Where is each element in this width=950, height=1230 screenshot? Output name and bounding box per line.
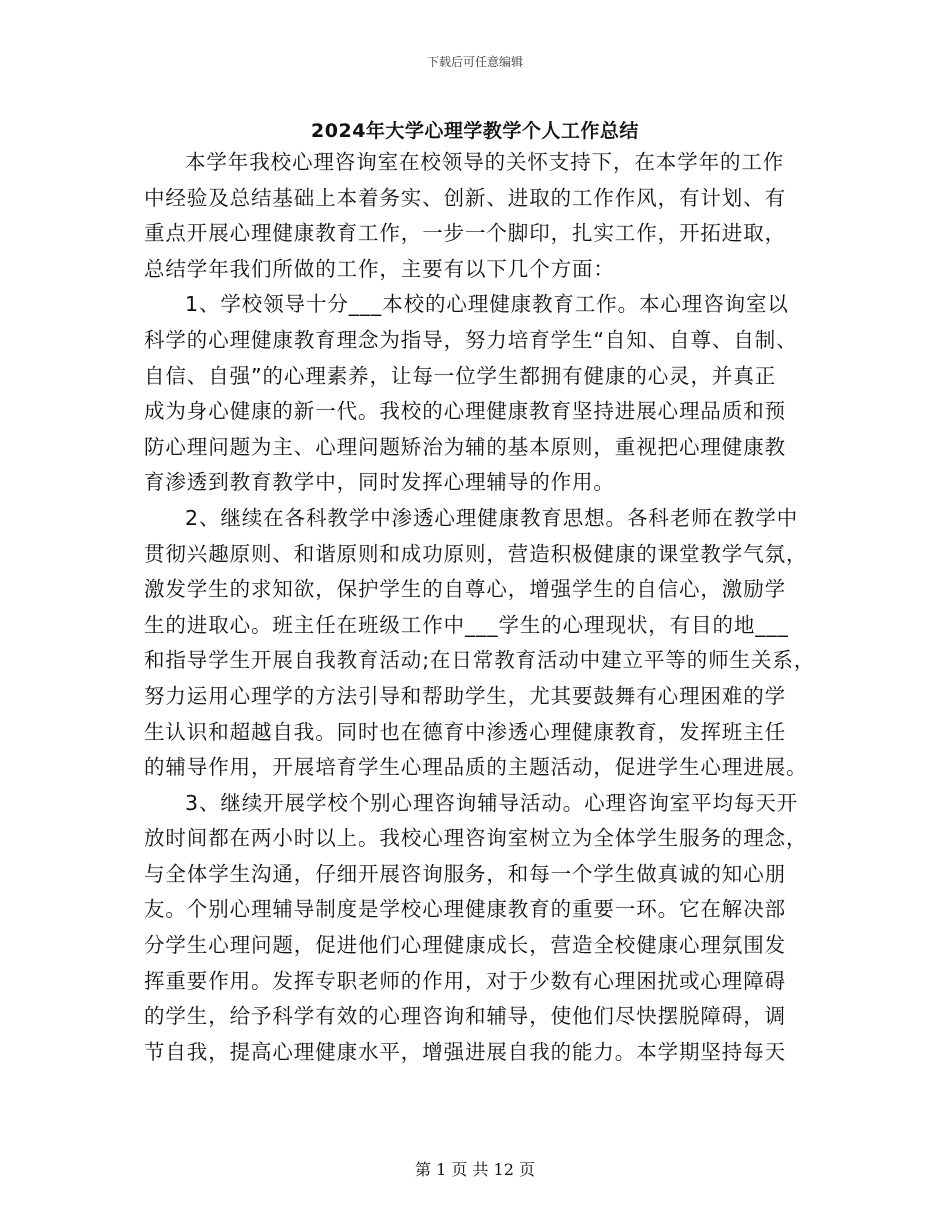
document-title: 2024年大学心理学教学个人工作总结 (311, 120, 639, 142)
paragraph-line: 2、继续在各科教学中渗透心理健康教育思想。各科老师在教学中 (185, 505, 799, 530)
paragraph-line: 重点开展心理健康教育工作，一步一个脚印，扎实工作，开拓进取， (144, 221, 786, 246)
page-number-footer: 第 1 页 共 12 页 (415, 1160, 535, 1179)
paragraph-line: 和指导学生开展自我教育活动;在日常教育活动中建立平等的师生关系， (144, 648, 816, 673)
page-header-note: 下载后可任意编辑 (426, 55, 523, 69)
paragraph-line: 自信、自强”的心理素养，让每一位学生都拥有健康的心灵，并真正 (144, 363, 777, 388)
paragraph-line: 3、继续开展学校个别心理咨询辅导活动。心理咨询室平均每天开 (185, 790, 799, 815)
paragraph-line: 努力运用心理学的方法引导和帮助学生，尤其要鼓舞有心理困难的学 (144, 683, 786, 708)
paragraph-line: 生认识和超越自我。同时也在德育中渗透心理健康教育，发挥班主任 (144, 719, 786, 744)
paragraph-line: 的学生，给予科学有效的心理咨询和辅导，使他们尽快摆脱障碍，调 (144, 1004, 786, 1029)
paragraph-line: 分学生心理问题，促进他们心理健康成长，营造全校健康心理氛围发 (144, 933, 786, 958)
paragraph-line: 成为身心健康的新一代。我校的心理健康教育坚持进展心理品质和预 (144, 399, 786, 424)
document-body (144, 145, 816, 1070)
paragraph-line: 贯彻兴趣原则、和谐原则和成功原则，营造积极健康的课堂教学气氛， (144, 541, 808, 566)
paragraph-line: 与全体学生沟通，仔细开展咨询服务，和每一个学生做真诚的知心朋 (144, 861, 786, 886)
paragraph-line: 科学的心理健康教育理念为指导，努力培育学生“自知、自尊、自制、 (144, 327, 798, 352)
paragraph-line: 的辅导作用，开展培育学生心理品质的主题活动，促进学生心理进展。 (144, 755, 808, 780)
paragraph-line: 激发学生的求知欲，保护学生的自尊心，增强学生的自信心，激励学 (144, 577, 786, 602)
paragraph-line: 总结学年我们所做的工作，主要有以下几个方面： (144, 256, 615, 281)
paragraph-line: 防心理问题为主、心理问题矫治为辅的基本原则，重视把心理健康教 (144, 434, 786, 459)
paragraph-line: 中经验及总结基础上本着务实、创新、进取的工作作风，有计划、有 (144, 185, 786, 210)
paragraph-line: 生的进取心。班主任在班级工作中___学生的心理现状，有目的地___ (144, 612, 789, 637)
paragraph-line: 友。个别心理辅导制度是学校心理健康教育的重要一环。它在解决部 (144, 897, 786, 922)
paragraph-line: 育渗透到教育教学中，同时发挥心理辅导的作用。 (144, 470, 615, 495)
paragraph-line: 1、学校领导十分___本校的心理健康教育工作。本心理咨询室以 (185, 292, 789, 317)
paragraph-line: 节自我，提高心理健康水平，增强进展自我的能力。本学期坚持每天 (144, 1039, 786, 1064)
paragraph-line: 挥重要作用。发挥专职老师的作用，对于少数有心理困扰或心理障碍 (144, 968, 786, 993)
paragraph-line: 放时间都在两小时以上。我校心理咨询室树立为全体学生服务的理念， (144, 826, 808, 851)
paragraph-line: 本学年我校心理咨询室在校领导的关怀支持下，在本学年的工作 (185, 150, 785, 174)
